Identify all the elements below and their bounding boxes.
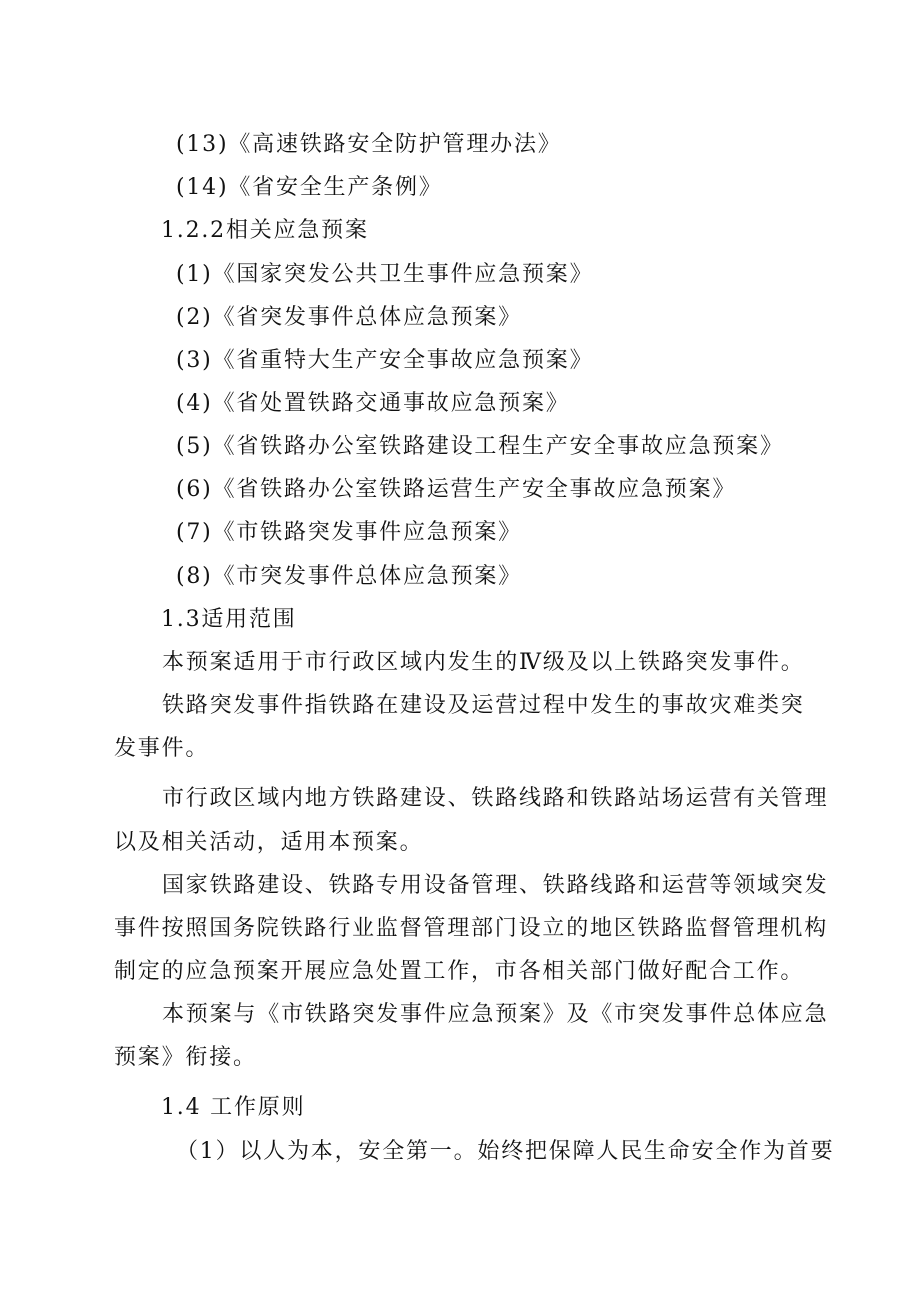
plan-item-8: (8)《市突发事件总体应急预案》	[176, 564, 522, 589]
section-heading-1-3: 1.3适用范围	[161, 607, 297, 632]
plan-item-3: (3)《省重特大生产安全事故应急预案》	[176, 348, 594, 373]
scope-paragraph-4-line-2: 事件按照国务院铁路行业监督管理部门设立的地区铁路监督管理机构	[114, 916, 829, 941]
scope-paragraph-3-line-2: 以及相关活动，适用本预案。	[114, 830, 424, 855]
section-heading-1-2-2: 1.2.2相关应急预案	[161, 218, 369, 243]
scope-paragraph-5-line-1: 本预案与《市铁路突发事件应急预案》及《市突发事件总体应急	[162, 1002, 829, 1027]
plan-item-7: (7)《市铁路突发事件应急预案》	[176, 520, 522, 545]
scope-paragraph-4-line-1: 国家铁路建设、铁路专用设备管理、铁路线路和运营等领域突发	[162, 873, 829, 898]
plan-item-1: (1)《国家突发公共卫生事件应急预案》	[176, 262, 594, 287]
plan-item-2: (2)《省突发事件总体应急预案》	[176, 305, 522, 330]
scope-paragraph-3-line-1: 市行政区域内地方铁路建设、铁路线路和铁路站场运营有关管理	[162, 786, 829, 811]
plan-item-4: (4)《省处置铁路交通事故应急预案》	[176, 391, 570, 416]
section-heading-1-4: 1.4 工作原则	[161, 1095, 306, 1120]
scope-paragraph-5-line-2: 预案》衔接。	[114, 1045, 257, 1070]
scope-paragraph-1: 本预案适用于市行政区域内发生的Ⅳ级及以上铁路突发事件。	[162, 650, 805, 675]
law-item-14: (14)《省安全生产条例》	[176, 175, 443, 200]
plan-item-6: (6)《省铁路办公室铁路运营生产安全事故应急预案》	[176, 477, 737, 502]
scope-paragraph-2-line-1: 铁路突发事件指铁路在建设及运营过程中发生的事故灾难类突	[162, 693, 805, 718]
principle-item-1-line-1: （1）以人为本，安全第一。始终把保障人民生命安全作为首要	[176, 1139, 835, 1164]
plan-item-5: (5)《省铁路办公室铁路建设工程生产安全事故应急预案》	[176, 434, 784, 459]
scope-paragraph-4-line-3: 制定的应急预案开展应急处置工作，市各相关部门做好配合工作。	[114, 959, 805, 984]
law-item-13: (13)《高速铁路安全防护管理办法》	[176, 132, 562, 157]
scope-paragraph-2-line-2: 发事件。	[114, 736, 210, 761]
